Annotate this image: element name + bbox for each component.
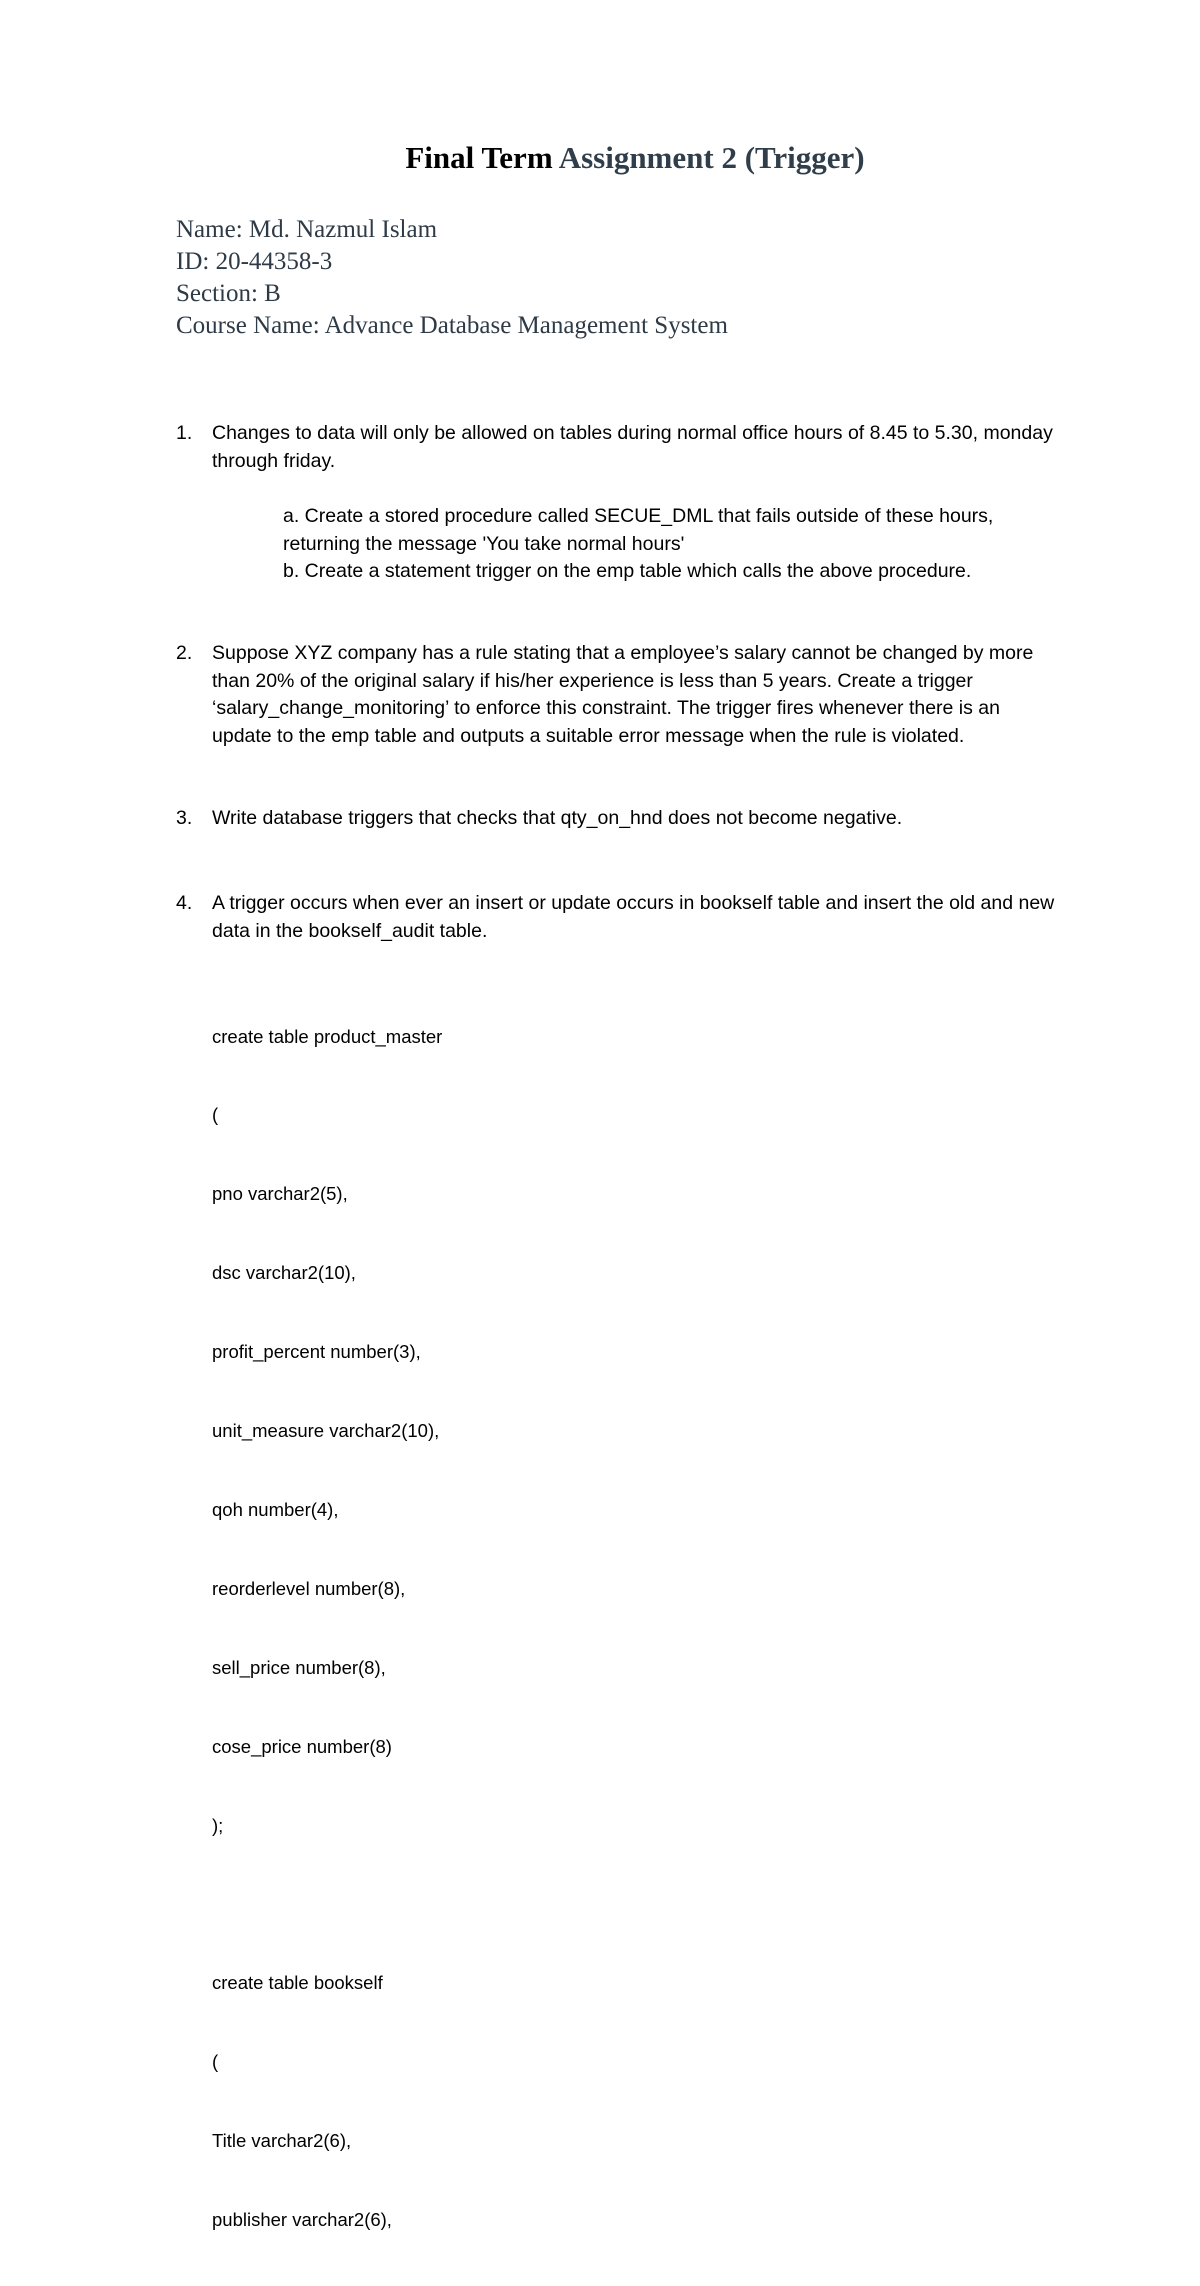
- course-name: Course Name: Advance Database Management System: [176, 312, 728, 339]
- code-line: dsc varchar2(10),: [212, 1262, 356, 1284]
- question-2: [176, 640, 1056, 750]
- code-line: reorderlevel number(8),: [212, 1577, 406, 1599]
- code-line: pno varchar2(5),: [212, 1183, 348, 1205]
- code-line: (: [212, 1104, 219, 1126]
- question-text: A trigger occurs when ever an insert or update occurs in bookself table and insert the old and new data in the bookself_audit table.: [212, 892, 1055, 942]
- code-line: create table product_master: [212, 1025, 443, 1047]
- student-name: Name: Md. Nazmul Islam: [176, 216, 438, 243]
- question-number: 1.: [176, 422, 193, 444]
- student-section: Section: B: [176, 280, 281, 307]
- question-4: [176, 890, 1056, 945]
- subpart-b: b. Create a statement trigger on the emp table which calls the above procedure.: [283, 560, 972, 582]
- code-line: [212, 1891, 442, 1917]
- code-line: cose_price number(8): [212, 1735, 392, 1757]
- code-line: (: [212, 2051, 219, 2073]
- student-info: [176, 214, 728, 342]
- question-number: 4.: [176, 892, 193, 914]
- code-line: sell_price number(8),: [212, 1656, 386, 1678]
- question-text: Changes to data will only be allowed on tables during normal office hours of 8.45 to 5.30, monday through friday.: [212, 422, 1053, 472]
- code-line: unit_measure varchar2(10),: [212, 1420, 440, 1442]
- question-3: [176, 805, 1056, 833]
- page-title: [0, 140, 1200, 176]
- question-text: Suppose XYZ company has a rule stating that a employee’s salary cannot be changed by more than 20% of the original salary if his/her experience is less than 5 years. Create a trigger ‘salary_change_monitoring’ to enforce this constraint. The trigger fires whenever there is an update to the emp table and outputs a suitable error message when the rule is violated.: [212, 642, 1034, 747]
- question-text: Write database triggers that checks that qty_on_hnd does not become negative.: [212, 807, 903, 829]
- subpart-a: a. Create a stored procedure called SECUE_DML that fails outside of these hours, returning the message 'You take normal hours': [283, 505, 994, 555]
- question-number: 3.: [176, 807, 193, 829]
- question-1: [176, 420, 1056, 475]
- code-line: Title varchar2(6),: [212, 2130, 352, 2152]
- student-id: ID: 20-44358-3: [176, 248, 333, 275]
- code-line: publisher varchar2(6),: [212, 2208, 392, 2230]
- question-number: 2.: [176, 642, 193, 664]
- code-line: );: [212, 1814, 224, 1836]
- code-line: create table bookself: [212, 1972, 383, 1994]
- sql-code-block: [212, 971, 442, 2286]
- code-line: qoh number(4),: [212, 1498, 339, 1520]
- title-part-2: Assignment 2 (Trigger): [558, 140, 865, 175]
- code-line: profit_percent number(3),: [212, 1341, 421, 1363]
- title-part-1: Final Term: [405, 140, 553, 175]
